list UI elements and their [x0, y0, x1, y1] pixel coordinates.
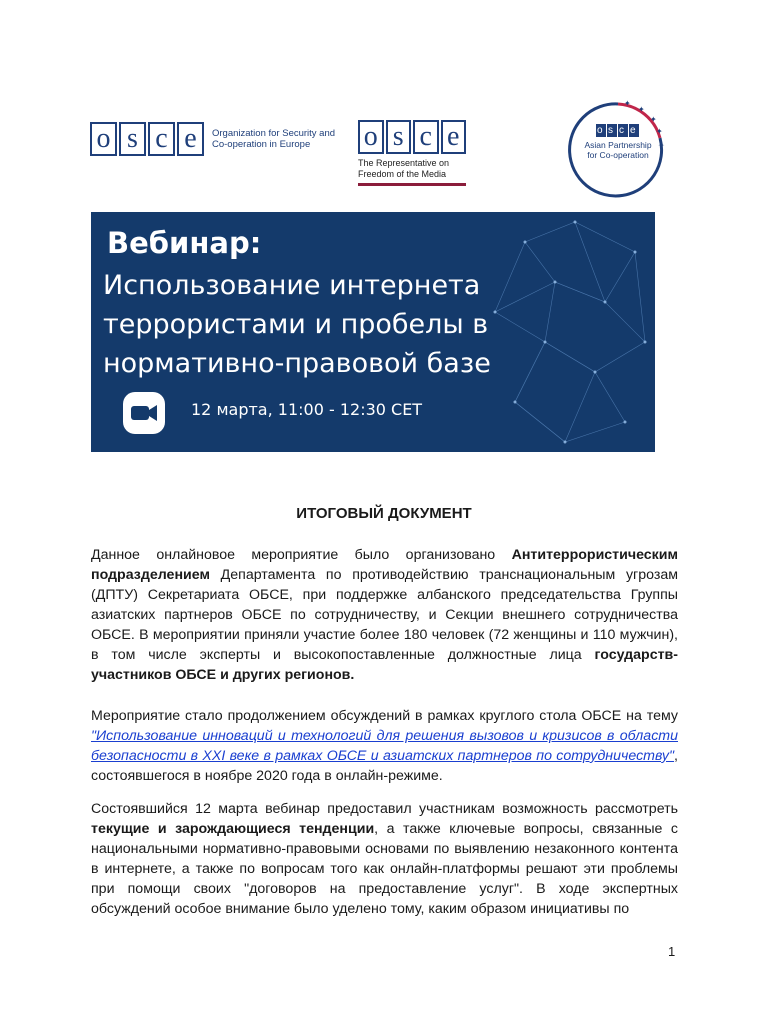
- paragraph-3: [91, 799, 678, 919]
- osce-mini-wordmark: o s c e: [596, 124, 640, 137]
- banner-subtitle: Использование интернета террористами и пробелы в нормативно-правовой базе: [103, 270, 491, 379]
- apc-name: Asian Partnership for Co-operation: [584, 140, 652, 160]
- p3-bold-b: текущие и зарождающиеся тенденции: [91, 821, 375, 837]
- svg-text:✦: ✦: [650, 115, 657, 124]
- p1-bold-d: государств-участников ОБСЕ и других регионов.: [91, 647, 678, 683]
- svg-text:✦: ✦: [638, 105, 645, 114]
- p3-text-a: Состоявшийся 12 марта вебинар предоставил участникам возможность рассмотреть: [91, 801, 678, 817]
- document-heading: ИТОГОВЫЙ ДОКУМЕНТ: [296, 505, 472, 522]
- banner-title: Вебинар:: [107, 226, 262, 260]
- osce-org-name: Organization for Security and Co-operation in Europe: [212, 128, 336, 150]
- osce-wordmark-2: o s c e: [358, 120, 468, 154]
- osce-wordmark: o s c e: [90, 122, 206, 156]
- p3-text-c: , а также ключевые вопросы, связанные с национальными нормативно-правовыми основами по выявлению незаконного контента в интернете, а также по вопросам того как онлайн-платформы решают эти проблемы при помощи своих "договоров на предоставление услуг". В ходе экспертных обсуждений особое внимание было уделено тому, каким образом инициативы по: [91, 821, 678, 917]
- video-camera-icon: [123, 392, 165, 434]
- rfom-name: The Representative on Freedom of the Media: [358, 158, 466, 186]
- svg-text:✦: ✦: [624, 100, 631, 108]
- p2-text-b: , состоявшегося в ноябре 2020 года в онлайн-режиме.: [91, 748, 678, 784]
- webinar-banner: [91, 212, 655, 452]
- p1-text-c: Департамента по противодействию транснациональным угрозам (ДПТУ) Секретариата ОБСЕ, при поддержке албанского председательства Группы азиатских партнеров ОБСЕ по сотрудничеству, и Секции внешнего сотрудничества ОБСЕ. В мероприятии приняли участие более 180 человек (72 женщины и 110 мужчин), в том числе эксперты и высокопоставленные должностные лица: [91, 567, 678, 663]
- paragraph-1: [91, 545, 678, 685]
- rfom-logo: [358, 120, 468, 186]
- osce-logo: [90, 122, 352, 156]
- p2-text-a: Мероприятие стало продолжением обсуждений в рамках круглого стола ОБСЕ на тему: [91, 708, 678, 724]
- p1-bold-b: Антитеррористическим подразделением: [91, 547, 678, 583]
- svg-text:✦: ✦: [658, 141, 665, 150]
- banner-date: 12 марта, 11:00 - 12:30 CET: [191, 400, 423, 419]
- page-number: 1: [668, 944, 676, 959]
- p1-text-a: Данное онлайновое мероприятие было организовано: [91, 547, 512, 563]
- svg-text:✦: ✦: [656, 127, 663, 136]
- paragraph-2: [91, 706, 678, 786]
- apc-logo: [568, 100, 668, 200]
- roundtable-link[interactable]: "Использование инноваций и технологий для решения вызовов и кризисов в области безопасности в XXI веке в рамках ОБСЕ и азиатских партнеров по сотрудничеству": [91, 728, 678, 764]
- logo-row: [90, 100, 670, 210]
